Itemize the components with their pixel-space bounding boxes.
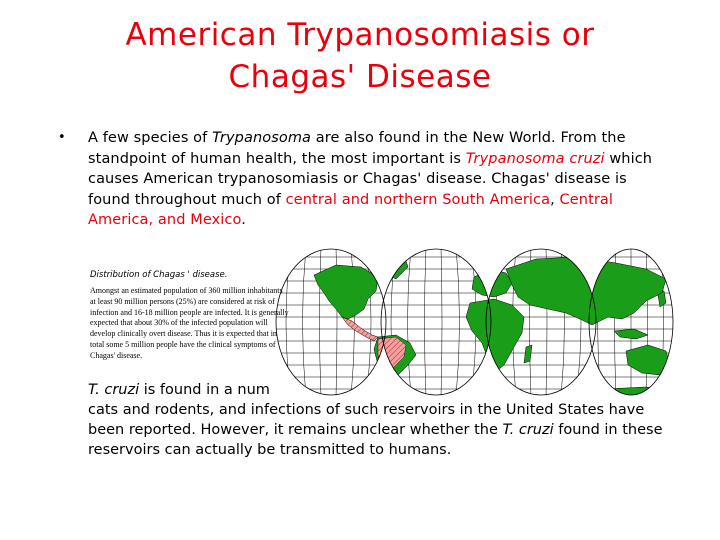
- slide-title-line1: American Trypanosomiasis or: [125, 17, 595, 53]
- p1-text: are also found in the New World. From the standpoint of human health, the most important is: [88, 130, 626, 167]
- intro-paragraph: [88, 128, 668, 231]
- p1-genus: Trypanosoma: [212, 130, 312, 146]
- slide-title-line2: Chagas' Disease: [228, 59, 492, 95]
- europe-land: [472, 269, 512, 297]
- p1-region-highlight: Central America, and Mexico: [88, 191, 614, 228]
- p1-species-highlight: Trypanosoma cruzi: [465, 150, 605, 167]
- map-caption-heading: Distribution of Chagas ' disease.: [90, 270, 228, 280]
- map-graticule: [266, 247, 676, 397]
- p2-species: T. cruzi: [88, 382, 140, 398]
- p2-text: cats and rodents, and infections of such reservoirs in the United States have been reported. However, it remains unclear whether the: [88, 402, 645, 438]
- bullet-marker: •: [58, 130, 66, 145]
- p1-text: A few species of: [88, 130, 213, 146]
- p1-text: which causes American trypanosomiasis or Chagas' disease. Chagas' disease is found throughout much of: [88, 150, 653, 208]
- map-caption-body: Amongst an estimated population of 360 million inhabitants at least 90 million persons (25%) are considered at risk of infection and 16-18 million people are infected. It is generally expected that about 30% of the infected population will develop clinically overt disease. Thus it is expected that in total some 5 million people have the clinical symptoms of Chagas' disease.: [90, 286, 289, 360]
- slide-title: [0, 14, 720, 98]
- p1-region-highlight: central and northern South America: [285, 191, 551, 208]
- p2-text: is found in a num: [139, 382, 270, 398]
- p1-text: ,: [550, 191, 560, 208]
- p2-species: T. cruzi: [502, 422, 554, 438]
- reservoir-paragraph: [88, 380, 678, 460]
- map-caption: [90, 270, 290, 362]
- p2-text: found in these reservoirs can actually be transmitted to humans.: [88, 422, 663, 458]
- p1-text: .: [241, 212, 246, 228]
